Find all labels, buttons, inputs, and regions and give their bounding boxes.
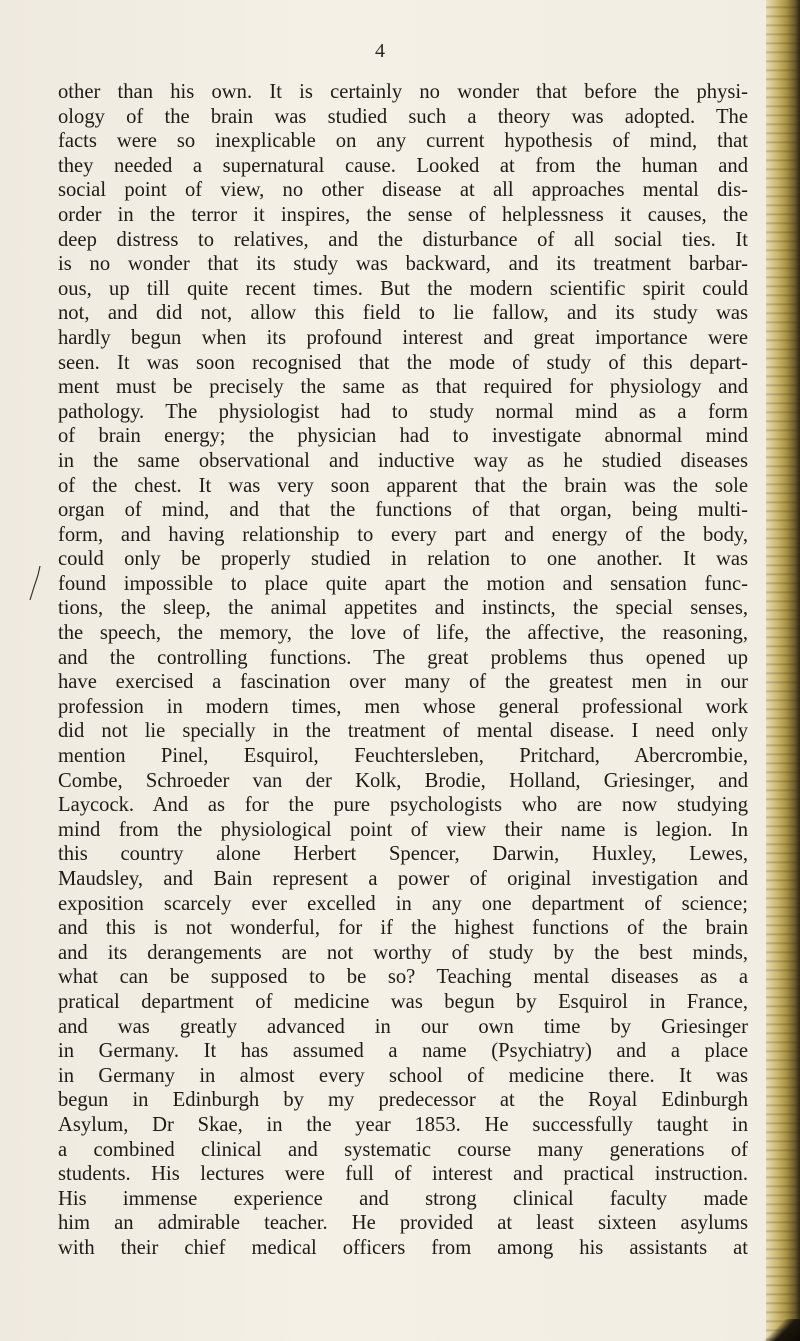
- text-line: did not lie specially in the treatment of mental disease. I need only: [58, 720, 748, 743]
- text-line: this country alone Herbert Spencer, Darwin, Huxley, Lewes,: [58, 843, 748, 866]
- text-line: in the same observational and inductive way as he studied diseases: [58, 449, 748, 472]
- text-line: ous, up till quite recent times. But the modern scientific spirit could: [58, 277, 748, 300]
- text-line: could only be properly studied in relation to one another. It was: [58, 548, 748, 571]
- text-line: order in the terror it inspires, the sense of helplessness it causes, the: [58, 203, 748, 226]
- text-line: in Germany. It has assumed a name (Psychiatry) and a place: [58, 1040, 748, 1063]
- text-line: seen. It was soon recognised that the mode of study of this depart-: [58, 351, 748, 374]
- text-line: other than his own. It is certainly no wonder that before the physi-: [58, 81, 748, 103]
- text-line: Combe, Schroeder van der Kolk, Brodie, Holland, Griesinger, and: [58, 769, 748, 792]
- text-line: what can be supposed to be so? Teaching mental diseases as a: [58, 966, 748, 989]
- text-line: and the controlling functions. The great problems thus opened up: [58, 646, 748, 669]
- text-line: not, and did not, allow this field to lie fallow, and its study was: [58, 302, 748, 325]
- text-line: the speech, the memory, the love of life, the affective, the reasoning,: [58, 622, 748, 645]
- text-line: they needed a supernatural cause. Looked at from the human and: [58, 154, 748, 177]
- text-line: tions, the sleep, the animal appetites and instincts, the special senses,: [58, 597, 748, 620]
- text-line: ment must be precisely the same as that required for physiology and: [58, 376, 748, 399]
- text-line: hardly begun when its profound interest and great importance were: [58, 326, 748, 349]
- text-line: Maudsley, and Bain represent a power of original investigation and: [58, 868, 748, 890]
- body-text: [58, 80, 748, 1261]
- text-line: and this is not wonderful, for if the highest functions of the brain: [58, 917, 748, 940]
- text-line: have exercised a fascination over many of the greatest men in our: [58, 671, 748, 694]
- pencil-margin-mark: [28, 565, 42, 601]
- text-line: facts were so inexplicable on any current hypothesis of mind, that: [58, 130, 748, 153]
- text-line: of brain energy; the physician had to investigate abnormal mind: [58, 425, 748, 448]
- text-line: mention Pinel, Esquirol, Feuchtersleben, Pritchard, Abercrombie,: [58, 745, 748, 768]
- page-number: 4: [375, 40, 385, 62]
- text-line: a combined clinical and systematic course many generations of: [58, 1138, 748, 1161]
- text-line: mind from the physiological point of view their name is legion. In: [58, 818, 748, 841]
- text-line: His immense experience and strong clinical faculty made: [58, 1187, 748, 1210]
- book-page-edge-texture: [766, 0, 800, 1341]
- text-line: in Germany in almost every school of medicine there. It was: [58, 1064, 748, 1087]
- text-line: pathology. The physiologist had to study normal mind as a form: [58, 400, 748, 423]
- text-line: deep distress to relatives, and the disturbance of all social ties. It: [58, 228, 748, 251]
- book-corner-shadow: [760, 1319, 800, 1341]
- text-line: and was greatly advanced in our own time by Griesinger: [58, 1015, 748, 1038]
- text-line: form, and having relationship to every part and energy of the body,: [58, 523, 748, 546]
- text-line: students. His lectures were full of interest and practical instruction.: [58, 1163, 748, 1186]
- text-line: Asylum, Dr Skae, in the year 1853. He successfully taught in: [58, 1113, 748, 1136]
- text-line: social point of view, no other disease at all approaches mental dis-: [58, 179, 748, 202]
- text-line: ology of the brain was studied such a theory was adopted. The: [58, 105, 748, 128]
- text-line: begun in Edinburgh by my predecessor at the Royal Edinburgh: [58, 1089, 748, 1112]
- text-line: pratical department of medicine was begun by Esquirol in France,: [58, 990, 748, 1013]
- text-line: organ of mind, and that the functions of that organ, being multi-: [58, 499, 748, 522]
- text-line: profession in modern times, men whose general professional work: [58, 695, 748, 718]
- text-line: Laycock. And as for the pure psychologists who are now studying: [58, 794, 748, 817]
- text-line: him an admirable teacher. He provided at least sixteen asylums: [58, 1212, 748, 1235]
- text-line: exposition scarcely ever excelled in any one department of science;: [58, 892, 748, 915]
- text-line: and its derangements are not worthy of study by the best minds,: [58, 941, 748, 964]
- text-line: of the chest. It was very soon apparent that the brain was the sole: [58, 474, 748, 497]
- text-line: is no wonder that its study was backward, and its treatment barbar-: [58, 253, 748, 276]
- text-line: with their chief medical officers from among his assistants at: [58, 1236, 748, 1259]
- text-line: found impossible to place quite apart the motion and sensation func-: [58, 572, 748, 595]
